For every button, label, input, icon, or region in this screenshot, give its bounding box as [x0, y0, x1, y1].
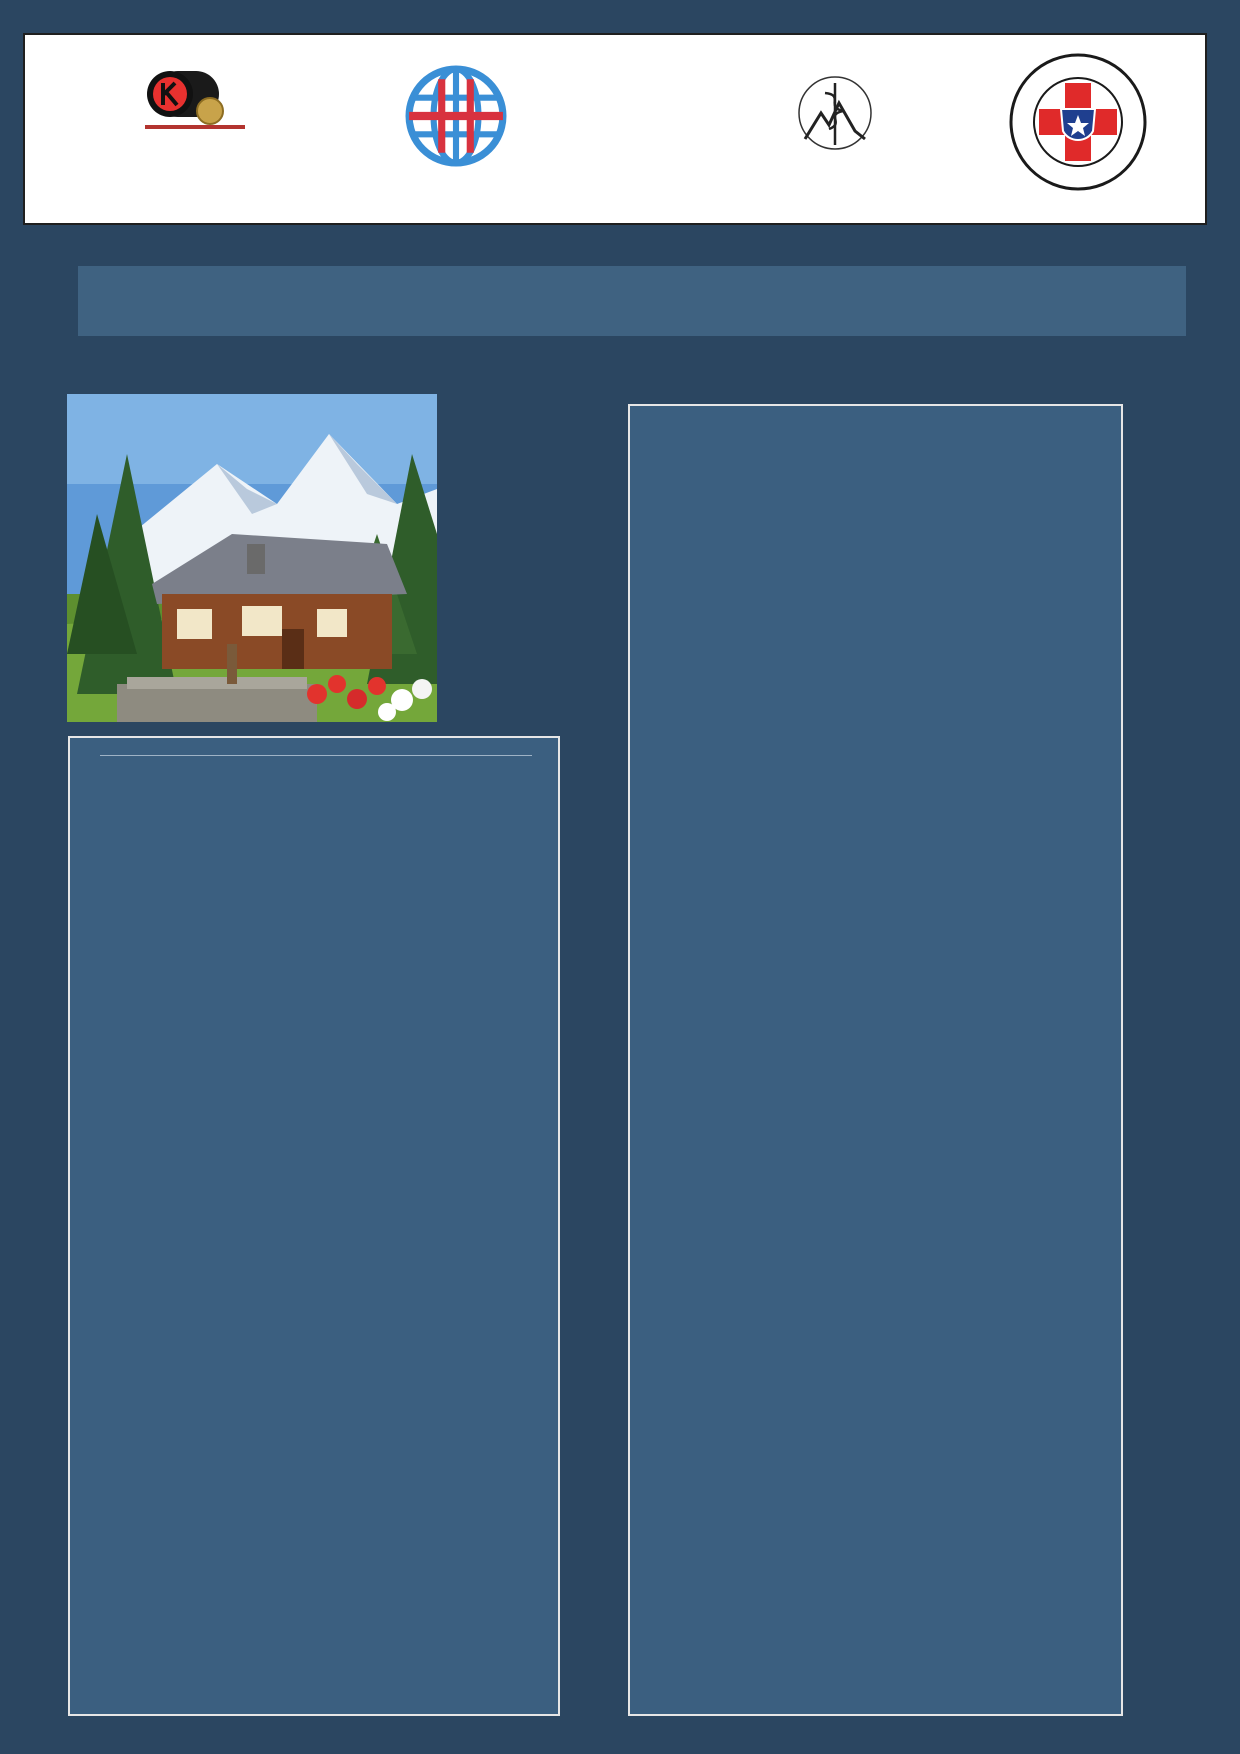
events-box [628, 404, 1123, 1716]
globe-icon [405, 65, 507, 167]
title-band [78, 266, 1186, 336]
red-cross-seal-icon [1007, 51, 1149, 193]
logo-bar [23, 33, 1207, 225]
mountain-hut-illustration [67, 394, 437, 722]
info-box [68, 736, 560, 1716]
sia-logo-icon [125, 65, 265, 145]
mountain-caduceus-icon [795, 73, 875, 153]
info-divider [100, 755, 532, 756]
